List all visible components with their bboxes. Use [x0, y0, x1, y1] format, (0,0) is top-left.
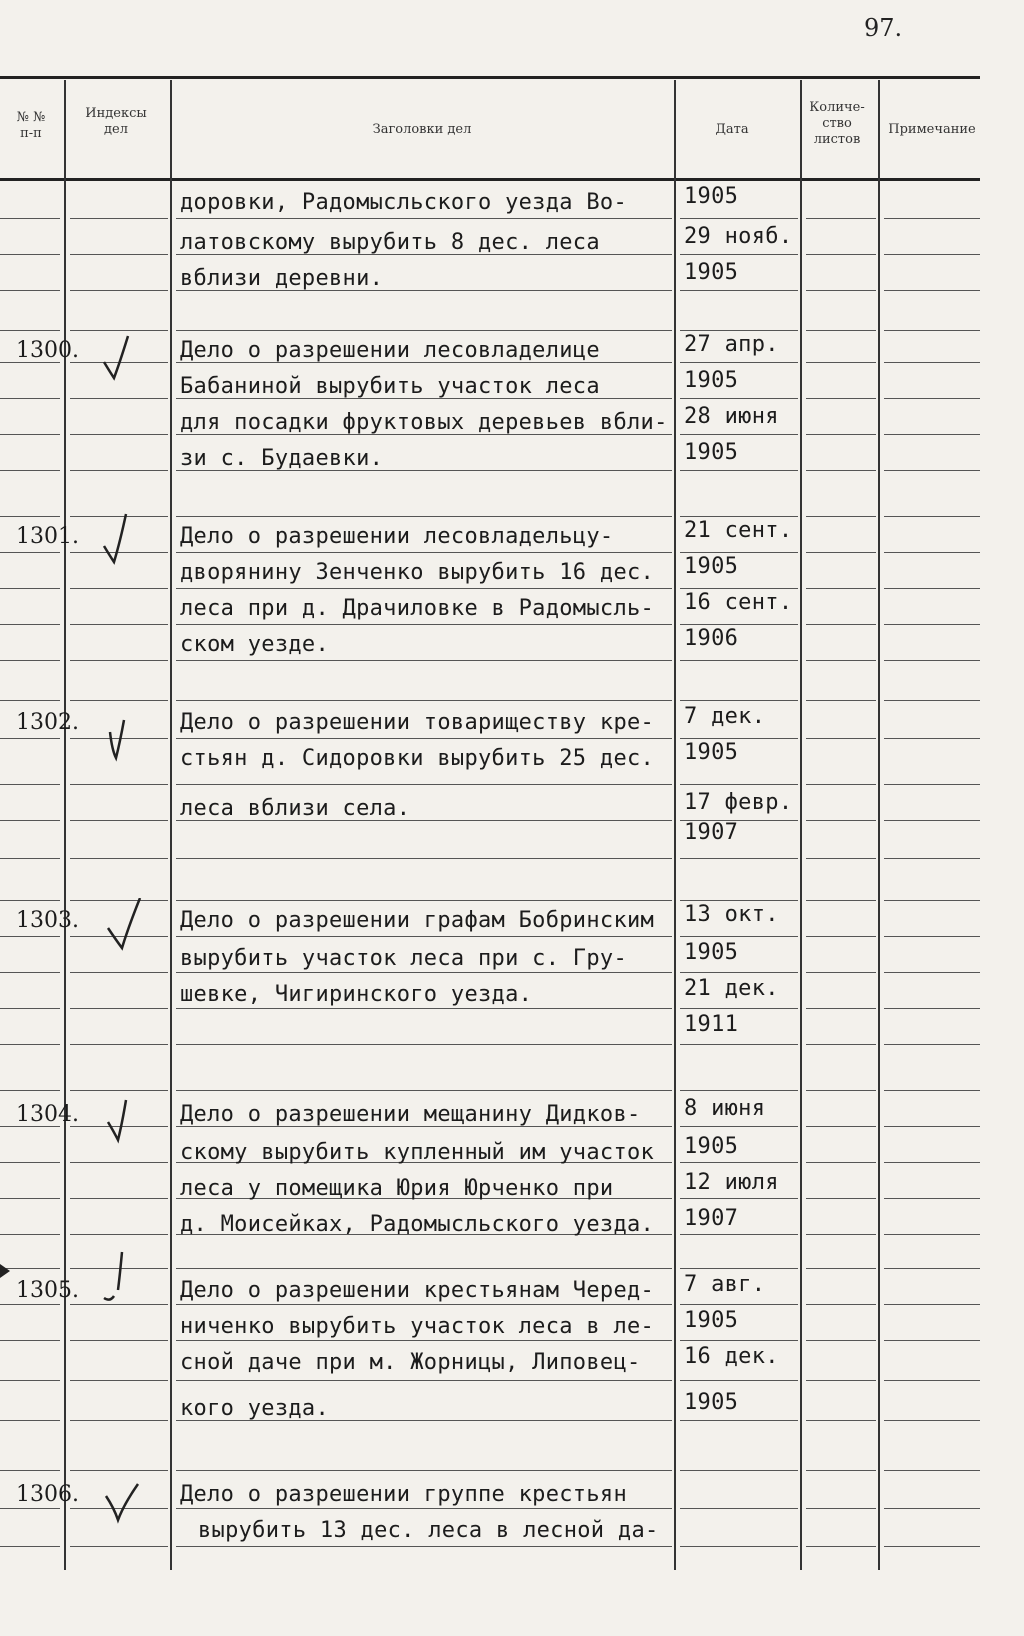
title-line: д. Моисейках, Радомысльского уезда. [180, 1212, 655, 1237]
row-rule [70, 398, 168, 399]
header-num-line1: № № [16, 110, 46, 125]
date-line: 28 июня [684, 404, 779, 429]
row-rule [806, 738, 876, 739]
date-line: 1906 [684, 626, 739, 651]
row-rule [806, 470, 876, 471]
row-rule [176, 1470, 672, 1471]
row-rule [176, 900, 672, 901]
row-rule [680, 218, 798, 219]
row-rule [884, 1420, 980, 1421]
title-line: Дело о разрешении графам Бобринским [180, 908, 655, 933]
row-rule [806, 660, 876, 661]
date-line: 16 сент. [684, 590, 793, 615]
row-rule [884, 936, 980, 937]
row-rule [0, 1044, 60, 1045]
row-rule [884, 1508, 980, 1509]
row-rule [884, 516, 980, 517]
row-rule [176, 330, 672, 331]
row-rule [884, 1304, 980, 1305]
title-line: леса при д. Драчиловке в Радомысль- [180, 596, 655, 621]
row-rule [0, 1546, 60, 1547]
row-rule [176, 858, 672, 859]
row-rule [884, 1126, 980, 1127]
row-rule [70, 1198, 168, 1199]
row-rule [884, 1470, 980, 1471]
row-rule [884, 660, 980, 661]
row-rule [0, 1508, 60, 1509]
row-rule [806, 434, 876, 435]
row-rule [0, 588, 60, 589]
row-rule [680, 972, 798, 973]
header-date-text: Дата [715, 122, 749, 137]
date-line: 7 авг. [684, 1272, 766, 1297]
row-rule [0, 470, 60, 471]
row-rule [884, 254, 980, 255]
row-rule [70, 290, 168, 291]
row-rule [806, 1340, 876, 1341]
row-rule [680, 738, 798, 739]
row-rule [0, 1340, 60, 1341]
row-rule [884, 1044, 980, 1045]
title-line: Дело о разрешении группе крестьян [180, 1482, 627, 1507]
entry-number: 1300. [16, 338, 79, 363]
row-rule [806, 900, 876, 901]
date-line: 1911 [684, 1012, 739, 1037]
row-rule [176, 1268, 672, 1269]
row-rule [0, 516, 60, 517]
column-line-1 [64, 80, 66, 1570]
entry-number: 1303. [16, 908, 79, 933]
row-rule [0, 936, 60, 937]
date-line: 1905 [684, 184, 739, 209]
title-line: Дело о разрешении крестьянам Черед- [180, 1278, 655, 1303]
row-rule [680, 784, 798, 785]
row-rule [806, 362, 876, 363]
row-rule [806, 784, 876, 785]
row-rule [176, 1090, 672, 1091]
row-rule [884, 470, 980, 471]
date-line: 21 сент. [684, 518, 793, 543]
row-rule [0, 330, 60, 331]
row-rule [806, 1304, 876, 1305]
entry-number: 1304. [16, 1102, 79, 1127]
row-rule [884, 1234, 980, 1235]
date-line: 7 дек. [684, 704, 766, 729]
row-rule [806, 290, 876, 291]
row-rule [70, 434, 168, 435]
row-rule [806, 552, 876, 553]
row-rule [884, 552, 980, 553]
column-line-5 [878, 80, 880, 1570]
row-rule [806, 1126, 876, 1127]
title-line: Бабаниной вырубить участок леса [180, 374, 600, 399]
row-rule [884, 820, 980, 821]
row-rule [884, 588, 980, 589]
row-rule [176, 1044, 672, 1045]
row-rule [680, 1008, 798, 1009]
row-rule [0, 1234, 60, 1235]
row-rule [680, 330, 798, 331]
row-rule [0, 820, 60, 821]
row-rule [70, 1546, 168, 1547]
title-line: вырубить участок леса при с. Гру- [180, 946, 627, 971]
row-rule [70, 470, 168, 471]
row-rule [176, 660, 672, 661]
row-rule [0, 552, 60, 553]
row-rule [680, 254, 798, 255]
row-rule [806, 516, 876, 517]
row-rule [884, 1380, 980, 1381]
row-rule [680, 1234, 798, 1235]
row-rule [176, 588, 672, 589]
date-line: 1905 [684, 940, 739, 965]
date-line: 8 июня [684, 1096, 766, 1121]
row-rule [176, 552, 672, 553]
row-rule [176, 936, 672, 937]
row-rule [680, 900, 798, 901]
row-rule [680, 1090, 798, 1091]
row-rule [0, 1304, 60, 1305]
row-rule [70, 1234, 168, 1235]
row-rule [884, 858, 980, 859]
row-rule [884, 218, 980, 219]
row-rule [806, 936, 876, 937]
row-rule [680, 1198, 798, 1199]
row-rule [176, 738, 672, 739]
row-rule [0, 624, 60, 625]
row-rule [70, 330, 168, 331]
row-rule [680, 858, 798, 859]
row-rule [0, 1470, 60, 1471]
row-rule [70, 972, 168, 973]
date-line: 1905 [684, 1134, 739, 1159]
row-rule [176, 1008, 672, 1009]
row-rule [176, 218, 672, 219]
row-rule [680, 434, 798, 435]
row-rule [680, 290, 798, 291]
title-line: сной даче при м. Жорницы, Липовец- [180, 1350, 641, 1375]
row-rule [884, 290, 980, 291]
row-rule [0, 1090, 60, 1091]
row-rule [680, 588, 798, 589]
title-line: зи с. Будаевки. [180, 446, 384, 471]
row-rule [680, 1126, 798, 1127]
title-line: Дело о разрешении лесовладелице [180, 338, 600, 363]
date-line: 1905 [684, 554, 739, 579]
row-rule [806, 218, 876, 219]
row-rule [884, 1198, 980, 1199]
title-line: Дело о разрешении товариществу кре- [180, 710, 655, 735]
row-rule [0, 784, 60, 785]
row-rule [176, 1304, 672, 1305]
row-rule [680, 1340, 798, 1341]
margin-arrow-icon [0, 1262, 12, 1280]
row-rule [176, 1380, 672, 1381]
row-rule [884, 1090, 980, 1091]
entry-number: 1305. [16, 1278, 79, 1303]
header-count-line2: ство [822, 116, 852, 131]
row-rule [806, 1044, 876, 1045]
title-line: доровки, Радомысльского уезда Во- [180, 190, 627, 215]
column-line-2 [170, 80, 172, 1570]
title-line: стьян д. Сидоровки вырубить 25 дес. [180, 746, 655, 771]
header-title-text: Заголовки дел [372, 122, 472, 137]
header-count-line1: Количе- [809, 100, 865, 115]
row-rule [70, 1044, 168, 1045]
row-rule [70, 218, 168, 219]
row-rule [0, 858, 60, 859]
row-rule [884, 784, 980, 785]
row-rule [884, 738, 980, 739]
header-top-rule [0, 76, 980, 79]
title-line: кого уезда. [180, 1396, 329, 1421]
row-rule [70, 858, 168, 859]
row-rule [176, 1340, 672, 1341]
row-rule [806, 398, 876, 399]
row-rule [806, 1162, 876, 1163]
date-line: 1905 [684, 1308, 739, 1333]
row-rule [806, 1470, 876, 1471]
row-rule [0, 1162, 60, 1163]
title-line: Дело о разрешении мещанину Дидков- [180, 1102, 641, 1127]
row-rule [806, 1420, 876, 1421]
date-line: 1905 [684, 440, 739, 465]
row-rule [680, 660, 798, 661]
header-title [172, 122, 672, 138]
row-rule [680, 1546, 798, 1547]
title-line: Дело о разрешении лесовладельцу- [180, 524, 614, 549]
title-line: латовскому вырубить 8 дес. леса [180, 230, 600, 255]
title-line: ском уезде. [180, 632, 329, 657]
row-rule [70, 820, 168, 821]
checkmark-icon [106, 898, 146, 952]
row-rule [0, 398, 60, 399]
row-rule [806, 588, 876, 589]
header-index-line2: дел [104, 122, 128, 137]
row-rule [806, 1090, 876, 1091]
row-rule [806, 330, 876, 331]
row-rule [176, 784, 672, 785]
page-number: 97. [864, 14, 903, 42]
header-note-text: Примечание [888, 122, 976, 137]
row-rule [884, 700, 980, 701]
row-rule [884, 1340, 980, 1341]
checkmark-icon [98, 1250, 138, 1304]
date-line: 17 февр. [684, 790, 793, 815]
row-rule [884, 972, 980, 973]
row-rule [680, 1268, 798, 1269]
row-rule [680, 1380, 798, 1381]
title-line: леса вблизи села. [180, 796, 411, 821]
date-line: 29 нояб. [684, 224, 793, 249]
row-rule [0, 700, 60, 701]
date-line: 12 июля [684, 1170, 779, 1195]
row-rule [0, 972, 60, 973]
row-rule [70, 588, 168, 589]
date-line: 1905 [684, 1390, 739, 1415]
date-line: 27 апр. [684, 332, 779, 357]
checkmark-icon [104, 1478, 144, 1532]
date-line: 21 дек. [684, 976, 779, 1001]
row-rule [680, 1044, 798, 1045]
title-line: вырубить 13 дес. леса в лесной да- [198, 1518, 659, 1543]
row-rule [884, 1268, 980, 1269]
checkmark-icon [106, 712, 146, 766]
row-rule [680, 1162, 798, 1163]
title-line: вблизи деревни. [180, 266, 384, 291]
row-rule [0, 434, 60, 435]
date-line: 1907 [684, 820, 739, 845]
header-count [796, 100, 878, 148]
row-rule [0, 218, 60, 219]
row-rule [884, 900, 980, 901]
row-rule [70, 1162, 168, 1163]
date-line: 16 дек. [684, 1344, 779, 1369]
entry-number: 1306. [16, 1482, 79, 1507]
header-count-line3: листов [813, 132, 861, 147]
row-rule [70, 1420, 168, 1421]
header-index-line1: Индексы [85, 106, 147, 121]
row-rule [806, 1268, 876, 1269]
row-rule [884, 624, 980, 625]
title-line: для посадки фруктовых деревьев вбли- [180, 410, 668, 435]
row-rule [806, 1008, 876, 1009]
row-rule [70, 1008, 168, 1009]
entry-number: 1301. [16, 524, 79, 549]
row-rule [806, 820, 876, 821]
row-rule [0, 290, 60, 291]
row-rule [884, 1008, 980, 1009]
row-rule [884, 362, 980, 363]
date-line: 1905 [684, 260, 739, 285]
row-rule [680, 700, 798, 701]
row-rule [806, 1198, 876, 1199]
row-rule [0, 660, 60, 661]
row-rule [176, 516, 672, 517]
checkmark-icon [100, 512, 140, 566]
checkmark-icon [100, 332, 140, 386]
row-rule [806, 1234, 876, 1235]
header-num-line2: п-п [20, 126, 42, 141]
row-rule [70, 254, 168, 255]
row-rule [70, 1340, 168, 1341]
row-rule [680, 936, 798, 937]
row-rule [70, 700, 168, 701]
row-rule [0, 1198, 60, 1199]
title-line: скому вырубить купленный им участок [180, 1140, 655, 1165]
header-num [0, 110, 62, 142]
row-rule [884, 330, 980, 331]
row-rule [680, 1420, 798, 1421]
column-line-3 [674, 80, 676, 1570]
row-rule [680, 552, 798, 553]
row-rule [0, 738, 60, 739]
row-rule [0, 254, 60, 255]
row-rule [680, 1304, 798, 1305]
date-line: 1907 [684, 1206, 739, 1231]
row-rule [884, 398, 980, 399]
row-rule [806, 624, 876, 625]
row-rule [806, 1508, 876, 1509]
row-rule [176, 700, 672, 701]
title-line: леса у помещика Юрия Юрченко при [180, 1176, 614, 1201]
row-rule [176, 972, 672, 973]
row-rule [70, 1304, 168, 1305]
column-line-4 [800, 80, 802, 1570]
row-rule [70, 784, 168, 785]
title-line: шевке, Чигиринского уезда. [180, 982, 533, 1007]
row-rule [806, 1546, 876, 1547]
row-rule [806, 254, 876, 255]
row-rule [70, 1470, 168, 1471]
entry-number: 1302. [16, 710, 79, 735]
date-line: 1905 [684, 740, 739, 765]
row-rule [70, 624, 168, 625]
row-rule [0, 1008, 60, 1009]
header-date [672, 122, 792, 138]
header-note [880, 122, 984, 138]
row-rule [680, 516, 798, 517]
row-rule [884, 1546, 980, 1547]
row-rule [680, 1508, 798, 1509]
row-rule [680, 470, 798, 471]
row-rule [70, 1380, 168, 1381]
row-rule [806, 700, 876, 701]
row-rule [680, 362, 798, 363]
row-rule [0, 900, 60, 901]
row-rule [0, 1420, 60, 1421]
row-rule [806, 858, 876, 859]
row-rule [176, 624, 672, 625]
row-rule [70, 660, 168, 661]
date-line: 1905 [684, 368, 739, 393]
row-rule [884, 1162, 980, 1163]
row-rule [70, 1090, 168, 1091]
row-rule [680, 398, 798, 399]
row-rule [176, 1546, 672, 1547]
date-line: 13 окт. [684, 902, 779, 927]
header-index [66, 106, 166, 138]
row-rule [680, 624, 798, 625]
header-bottom-rule [0, 178, 980, 181]
title-line: дворянину Зенченко вырубить 16 дес. [180, 560, 655, 585]
row-rule [680, 1470, 798, 1471]
row-rule [884, 434, 980, 435]
checkmark-icon [104, 1096, 144, 1150]
row-rule [0, 1380, 60, 1381]
row-rule [176, 1508, 672, 1509]
row-rule [806, 972, 876, 973]
row-rule [806, 1380, 876, 1381]
title-line: ниченко вырубить участок леса в ле- [180, 1314, 655, 1339]
